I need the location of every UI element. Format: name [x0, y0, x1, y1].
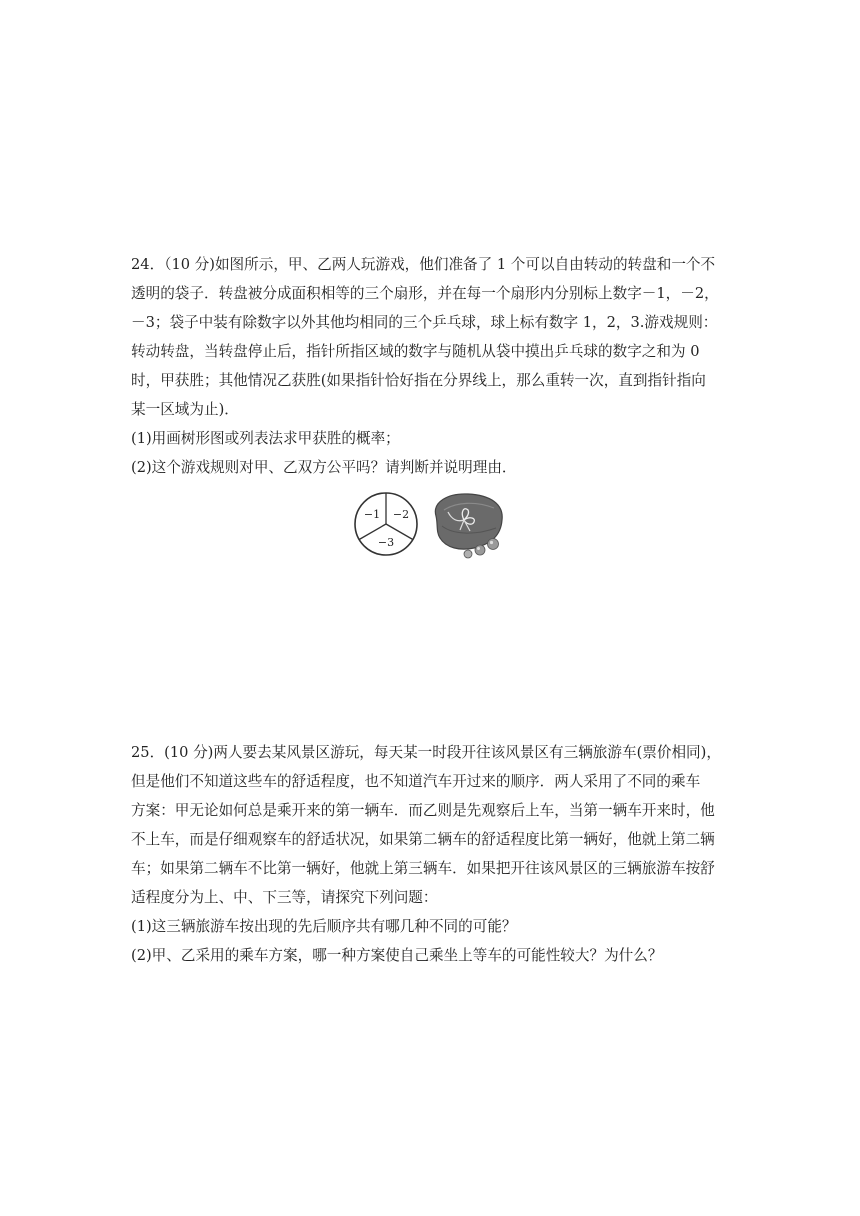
spinner-and-bag-illustration: [352, 490, 512, 560]
spinner-label: −2: [392, 508, 410, 521]
problem-24: [131, 250, 737, 482]
spinner-label: −1: [363, 508, 381, 521]
spinner-icon: [355, 493, 417, 555]
spinner-label: −3: [377, 536, 395, 549]
problem-25-line: 但是他们不知道这些车的舒适程度，也不知道汽车开过来的顺序．两人采用了不同的乘车: [131, 773, 701, 790]
problem-24-line: －3；袋子中装有除数字以外其他均相同的三个乒乓球，球上标有数字 1，2，3.游戏规则：: [131, 314, 718, 331]
problem-24-line: 透明的袋子．转盘被分成面积相等的三个扇形，并在每一个扇形内分别标上数字－1，－2，: [131, 285, 719, 302]
problem-24-line: 时，甲获胜；其他情况乙获胜(如果指针恰好指在分界线上，那么重转一次，直到指针指向: [131, 372, 706, 389]
problem-24-question-2: (2)这个游戏规则对甲、乙双方公平吗？请判断并说明理由．: [131, 459, 517, 476]
problem-25-question-2: (2)甲、乙采用的乘车方案，哪一种方案使自己乘坐上等车的可能性较大？为什么？: [131, 947, 663, 964]
problem-25-statement: [131, 738, 737, 912]
problem-25-question-1: (1)这三辆旅游车按出现的先后顺序共有哪几种不同的可能？: [131, 918, 517, 935]
problem-24-figure: [352, 490, 512, 560]
problem-25-line: 不上车，而是仔细观察车的舒适状况，如果第二辆车的舒适程度比第一辆好，他就上第二辆: [131, 831, 715, 848]
problem-24-line: 转动转盘，当转盘停止后，指针所指区域的数字与随机从袋中摸出乒乓球的数字之和为 0: [131, 343, 700, 360]
problem-25-line: 25．(10 分)两人要去某风景区游玩，每天某一时段开往该风景区有三辆旅游车(票价相同)，: [131, 744, 721, 761]
problem-24-line: 24．（10 分)如图所示，甲、乙两人玩游戏，他们准备了 1 个可以自由转动的转盘和一个不: [131, 256, 716, 273]
problem-25-line: 适程度分为上、中、下三等，请探究下列问题：: [131, 889, 438, 906]
problem-25-line: 方案：甲无论如何总是乘开来的第一辆车．而乙则是先观察后上车，当第一辆车开来时，他: [131, 802, 715, 819]
problem-24-line: 某一区域为止)．: [131, 401, 239, 418]
problem-24-statement: [131, 250, 737, 424]
problem-24-question-1: (1)用画树形图或列表法求甲获胜的概率；: [131, 430, 400, 447]
problem-25: [131, 738, 737, 970]
problem-25-line: 车；如果第二辆车不比第一辆好，他就上第三辆车．如果把开往该风景区的三辆旅游车按舒: [131, 860, 715, 877]
